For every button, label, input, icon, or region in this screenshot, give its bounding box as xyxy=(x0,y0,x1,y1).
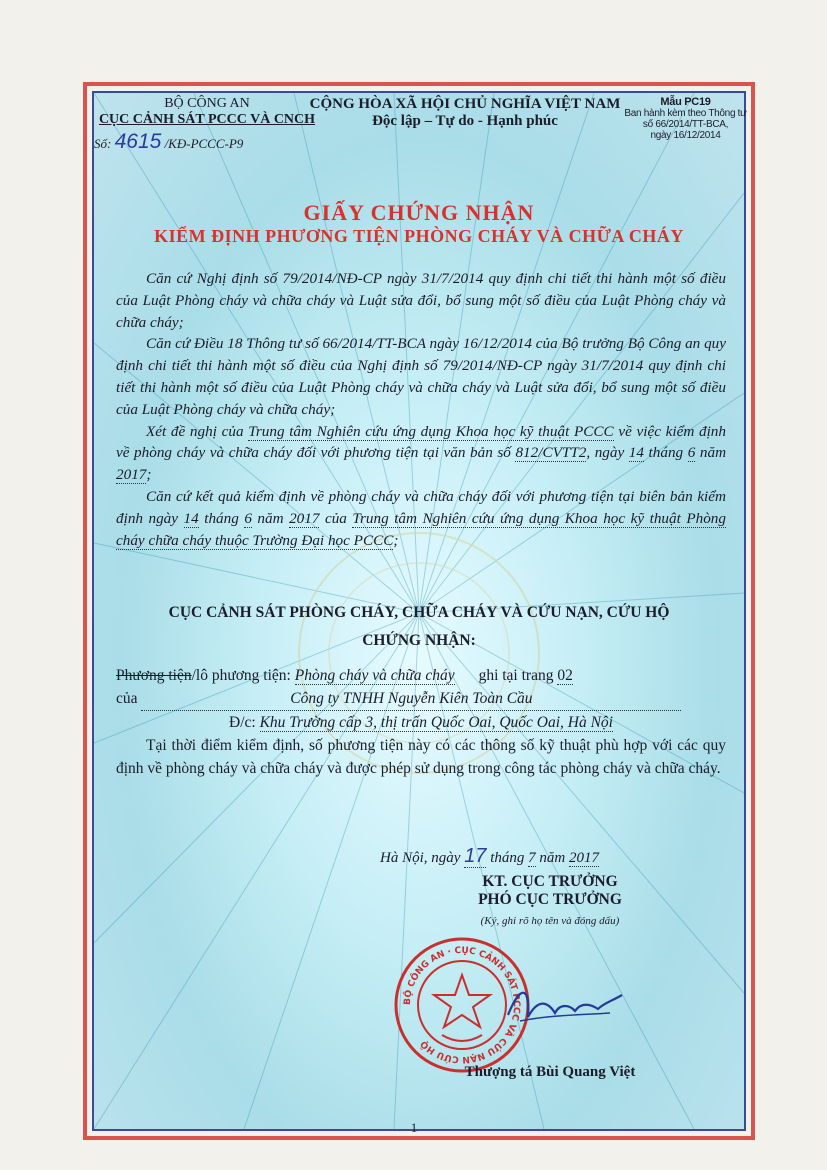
label-nam-3: năm xyxy=(539,850,566,866)
label-ngay: ngày xyxy=(594,444,625,462)
seal-text: BỘ CÔNG AN · CỤC CẢNH SÁT PCCC VÀ CỨU NẠN CỨU HỘ xyxy=(402,945,522,1065)
label-cua: của xyxy=(324,509,347,527)
company-name: Công ty TNHH Nguyễn Kiên Toàn Cầu xyxy=(141,687,681,711)
basis-paragraph-1: Căn cứ Nghị định số 79/2014/NĐ-CP ngày 31/7/2014 quy định chi tiết thi hành một số điều của Luật Phòng cháy và chữa cháy và Luật sửa đổi, bổ sung một số điều của Luật Phòng cháy và chữa cháy; xyxy=(116,270,726,331)
issue-month: 7 xyxy=(528,850,536,866)
address-label: Đ/c: xyxy=(229,714,256,731)
issuer-block xyxy=(92,96,322,154)
address-line xyxy=(116,711,726,734)
label-thang: tháng xyxy=(648,444,684,462)
form-note-3: ngày 16/12/2014 xyxy=(650,130,721,141)
number-suffix: /KĐ-PCCC-P9 xyxy=(164,136,244,151)
result-day: 14 xyxy=(183,509,199,527)
signer-name: Thượng tá Bùi Quang Việt xyxy=(464,1064,636,1080)
item-value: Phòng cháy và chữa cháy xyxy=(294,667,455,684)
number-prefix: Số: xyxy=(94,136,112,151)
form-note-1: Ban hành kèm theo Thông tư xyxy=(624,108,747,119)
request-month: 6 xyxy=(687,444,696,462)
conclusion-text: Tại thời điểm kiểm định, số phương tiện này có các thông số kỹ thuật phù hợp với các quy định về phòng cháy và chữa cháy và được phép sử dụng trong công tác phòng cháy và chữa cháy. xyxy=(116,737,726,777)
national-motto: Độc lập – Tự do - Hạnh phúc xyxy=(372,113,558,129)
certifies-heading: CHỨNG NHẬN: xyxy=(362,632,476,649)
certificate-title: GIẤY CHỨNG NHẬN xyxy=(303,200,535,225)
certificate-details xyxy=(116,664,726,780)
form-reference xyxy=(618,96,753,141)
request-intro: Xét đề nghị của xyxy=(146,422,244,440)
signer-title-1: KT. CỤC TRƯỞNG xyxy=(482,873,618,890)
signature-note: (Ký, ghi rõ họ tên và đóng dấu) xyxy=(480,915,620,927)
form-note-2: số 66/2014/TT-BCA, xyxy=(642,119,729,130)
request-paragraph: Xét đề nghị của Trung tâm Nghiên cứu ứng dụng Khoa học kỹ thuật PCCC về việc kiểm định về phòng cháy và chữa cháy đối với phương tiện tại văn bản số 812/CVTT2, ngày 14 tháng 6 năm 2017; xyxy=(116,422,727,484)
page-label: ghi tại trang xyxy=(478,667,554,684)
form-code: Mẫu PC19 xyxy=(660,96,711,108)
signer-title-2: PHÓ CỤC TRƯỞNG xyxy=(478,891,622,908)
address-value: Khu Trường cấp 3, thị trấn Quốc Oai, Quốc Oai, Hà Nội xyxy=(259,714,613,731)
item-line xyxy=(116,664,726,687)
of-label: của xyxy=(116,690,138,707)
label-thang-3: tháng xyxy=(490,850,525,866)
label-thang-2: tháng xyxy=(204,509,239,527)
handwritten-signature xyxy=(500,975,630,1035)
legal-basis xyxy=(116,268,726,551)
label-nam-2: năm xyxy=(257,509,284,527)
struck-label: Phương tiện xyxy=(116,667,192,684)
department-name: CỤC CẢNH SÁT PCCC VÀ CNCH xyxy=(98,112,316,127)
issue-day: 17 xyxy=(464,845,487,867)
result-intro: Căn cứ kết quả kiểm định về phòng cháy và chữa cháy đối với phương tiện tại biên bản kiểm định ngày xyxy=(116,487,726,527)
request-text: về việc kiểm định về phòng cháy và chữa cháy đối với phương tiện tại văn bản số xyxy=(116,422,726,462)
agency-name: CỤC CẢNH SÁT PHÒNG CHÁY, CHỮA CHÁY VÀ CỨU NẠN, CỨU HỘ xyxy=(168,604,670,621)
item-label: /lô phương tiện: xyxy=(191,667,291,684)
ministry-name: BỘ CÔNG AN xyxy=(164,96,250,111)
page-number: 1 xyxy=(410,1120,418,1135)
issue-year: 2017 xyxy=(568,850,599,866)
requesting-org: Trung tâm Nghiên cứu ứng dụng Khoa học kỹ thuật PCCC xyxy=(248,422,614,440)
page-value: 02 xyxy=(557,667,573,684)
company-line xyxy=(116,687,726,711)
label-nam: năm xyxy=(699,444,727,462)
request-doc-number: 812/CVTT2 xyxy=(515,444,587,462)
seal-star-icon xyxy=(434,975,490,1027)
issue-place: Hà Nội xyxy=(380,850,424,866)
request-day: 14 xyxy=(628,444,644,462)
request-year: 2017 xyxy=(116,466,147,484)
basis-paragraph-2: Căn cứ Điều 18 Thông tư số 66/2014/TT-BCA ngày 16/12/2014 của Bộ trưởng Bộ Công an quy định chi tiết thi hành một số điều của Nghị định số 79/2014/NĐ-CP ngày 31/7/2014 quy định chi tiết thi hành một số điều của Luật Phòng cháy và chữa cháy và Luật sửa đổi, bổ sung một số điều của Luật Phòng cháy và chữa cháy; xyxy=(116,335,726,418)
nation-name: CỘNG HÒA XÃ HỘI CHỦ NGHĨA VIỆT NAM xyxy=(309,96,621,112)
testing-org: Trung tâm Nghiên cứu ứng dụng Khoa học kỹ thuật Phòng cháy chữa cháy thuộc Trường Đại học PCCC xyxy=(116,509,726,549)
signer-title xyxy=(420,873,680,909)
issue-place-date: Hà Nội, ngày 17 tháng 7 năm 2017 xyxy=(380,845,599,867)
result-year: 2017 xyxy=(289,509,320,527)
result-paragraph: Căn cứ kết quả kiểm định về phòng cháy và chữa cháy đối với phương tiện tại biên bản kiểm định ngày 14 tháng 6 năm 2017 của Trung tâm Nghiên cứu ứng dụng Khoa học kỹ thuật Phòng cháy chữa cháy thuộc Trường Đại học PCCC; xyxy=(116,487,726,549)
number-value: 4615 xyxy=(114,130,162,153)
document-number xyxy=(94,130,322,154)
certificate-subtitle: KIỂM ĐỊNH PHƯƠNG TIỆN PHÒNG CHÁY VÀ CHỮA CHÁY xyxy=(154,226,684,246)
label-ngay-3: ngày xyxy=(431,850,461,866)
result-month: 6 xyxy=(244,509,252,527)
national-block xyxy=(300,96,630,130)
